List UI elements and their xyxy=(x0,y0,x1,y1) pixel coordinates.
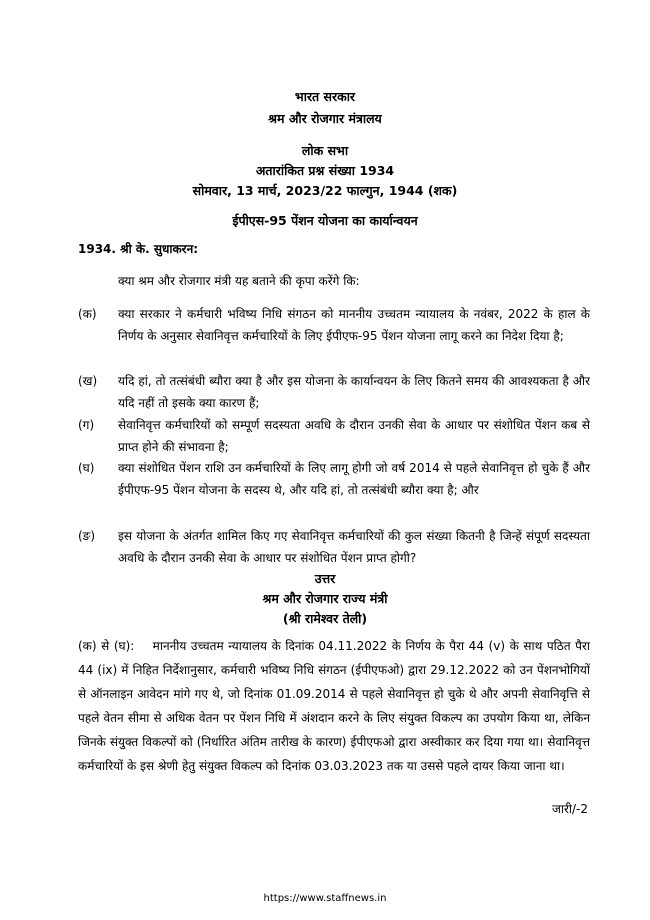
part-label-ga: (ग) xyxy=(78,418,95,432)
answer-label: (क) से (घ): xyxy=(78,639,135,653)
minister-name: (श्री रामेश्वर तेली) xyxy=(282,611,368,626)
answer-heading: उत्तर xyxy=(314,571,336,586)
part-label-gha: (घ) xyxy=(78,461,95,475)
house-heading: लोक सभा xyxy=(301,143,349,158)
part-text-gha: क्या संशोधित पेंशन राशि उन कर्मचारियों के लिए लागू होगी जो वर्ष 2014 से पहले सेवानिवृत्त हो चुके हैं और ईपीएफ-95 पेंशन योजना के सदस्य थे, और यदि हां, तो तत्संबंधी ब्यौरा क्या है; और xyxy=(118,461,590,497)
question-intro: क्या श्रम और रोजगार मंत्री यह बताने की कृपा करेंगे कि: xyxy=(118,274,360,288)
date-heading: सोमवार, 13 मार्च, 2023/22 फाल्गुन, 1944 (शक) xyxy=(192,183,458,198)
part-label-nga: (ङ) xyxy=(78,529,96,543)
part-label-kha: (ख) xyxy=(78,374,98,388)
ministry-heading: श्रम और रोजगार मंत्रालय xyxy=(268,111,382,126)
part-text-ga: सेवानिवृत्त कर्मचारियों को सम्पूर्ण सदस्यता अवधि के दौरान उनकी सेवा के आधार पर संशोधित पेंशन कब से प्राप्त होने की संभावना है; xyxy=(118,418,590,454)
minister-title: श्रम और रोजगार राज्य मंत्री xyxy=(262,591,388,606)
answer-text: माननीय उच्चतम न्यायालय के दिनांक 04.11.2022 के निर्णय के पैरा 44 (v) के साथ पठित पैरा 44 (ix) में निहित निर्देशानुसार, कर्मचारी भविष्य निधि संगठन (ईपीएफओ) द्वारा 29.12.2022 को उन पेंशनभोगियों से ऑनलाइन आवेदन मांगे गए थे, जो दिनांक 01.09.2014 से पहले सेवानिवृत्त हो चुके थे और अपनी सेवानिवृत्ति से पहले वेतन सीमा से अधिक वेतन पर पेंशन निधि में अंशदान करने के लिए संयुक्त विकल्प का उपयोग किया था, लेकिन जिनके संयुक्त विकल्पों को (निर्धारित अंतिम तारीख के कारण) ईपीएफओ द्वारा अस्वीकार कर दिया गया था। सेवानिवृत्त कर्मचारियों के इस श्रेणी हेतु संयुक्त विकल्प को दिनांक 03.03.2023 तक या उससे पहले दायर किया जाना था। xyxy=(78,639,590,773)
question-member: 1934. श्री के. सुधाकरन: xyxy=(78,242,199,256)
footer-url: https://www.staffnews.in xyxy=(263,893,387,904)
part-text-ka: क्या सरकार ने कर्मचारी भविष्य निधि संगठन को माननीय उच्चतम न्यायालय के नवंबर, 2022 के हाल के निर्णय के अनुसार सेवानिवृत्त कर्मचारियों के लिए ईपीएफ-95 पेंशन योजना लागू करने का निदेश दिया है; xyxy=(118,307,590,343)
question-number-heading: अतारांकित प्रश्न संख्या 1934 xyxy=(255,163,395,178)
part-text-nga: इस योजना के अंतर्गत शामिल किए गए सेवानिवृत्त कर्मचारियों की कुल संख्या कितनी है जिन्हें संपूर्ण सदस्यता अवधि के दौरान उनकी सेवा के आधार पर संशोधित पेंशन प्राप्त होगी? xyxy=(118,529,590,565)
part-label-ka: (क) xyxy=(78,307,97,321)
subject-heading: ईपीएस-95 पेंशन योजना का कार्यान्वयन xyxy=(232,213,418,228)
answer-paragraph xyxy=(78,634,590,778)
part-text-kha: यदि हां, तो तत्संबंधी ब्यौरा क्या है और इस योजना के कार्यान्वयन के लिए कितने समय की आवश्यकता है और यदि नहीं तो इसके क्या कारण हैं; xyxy=(118,374,590,410)
government-heading: भारत सरकार xyxy=(294,89,356,104)
continued-marker: जारी/-2 xyxy=(551,802,588,816)
